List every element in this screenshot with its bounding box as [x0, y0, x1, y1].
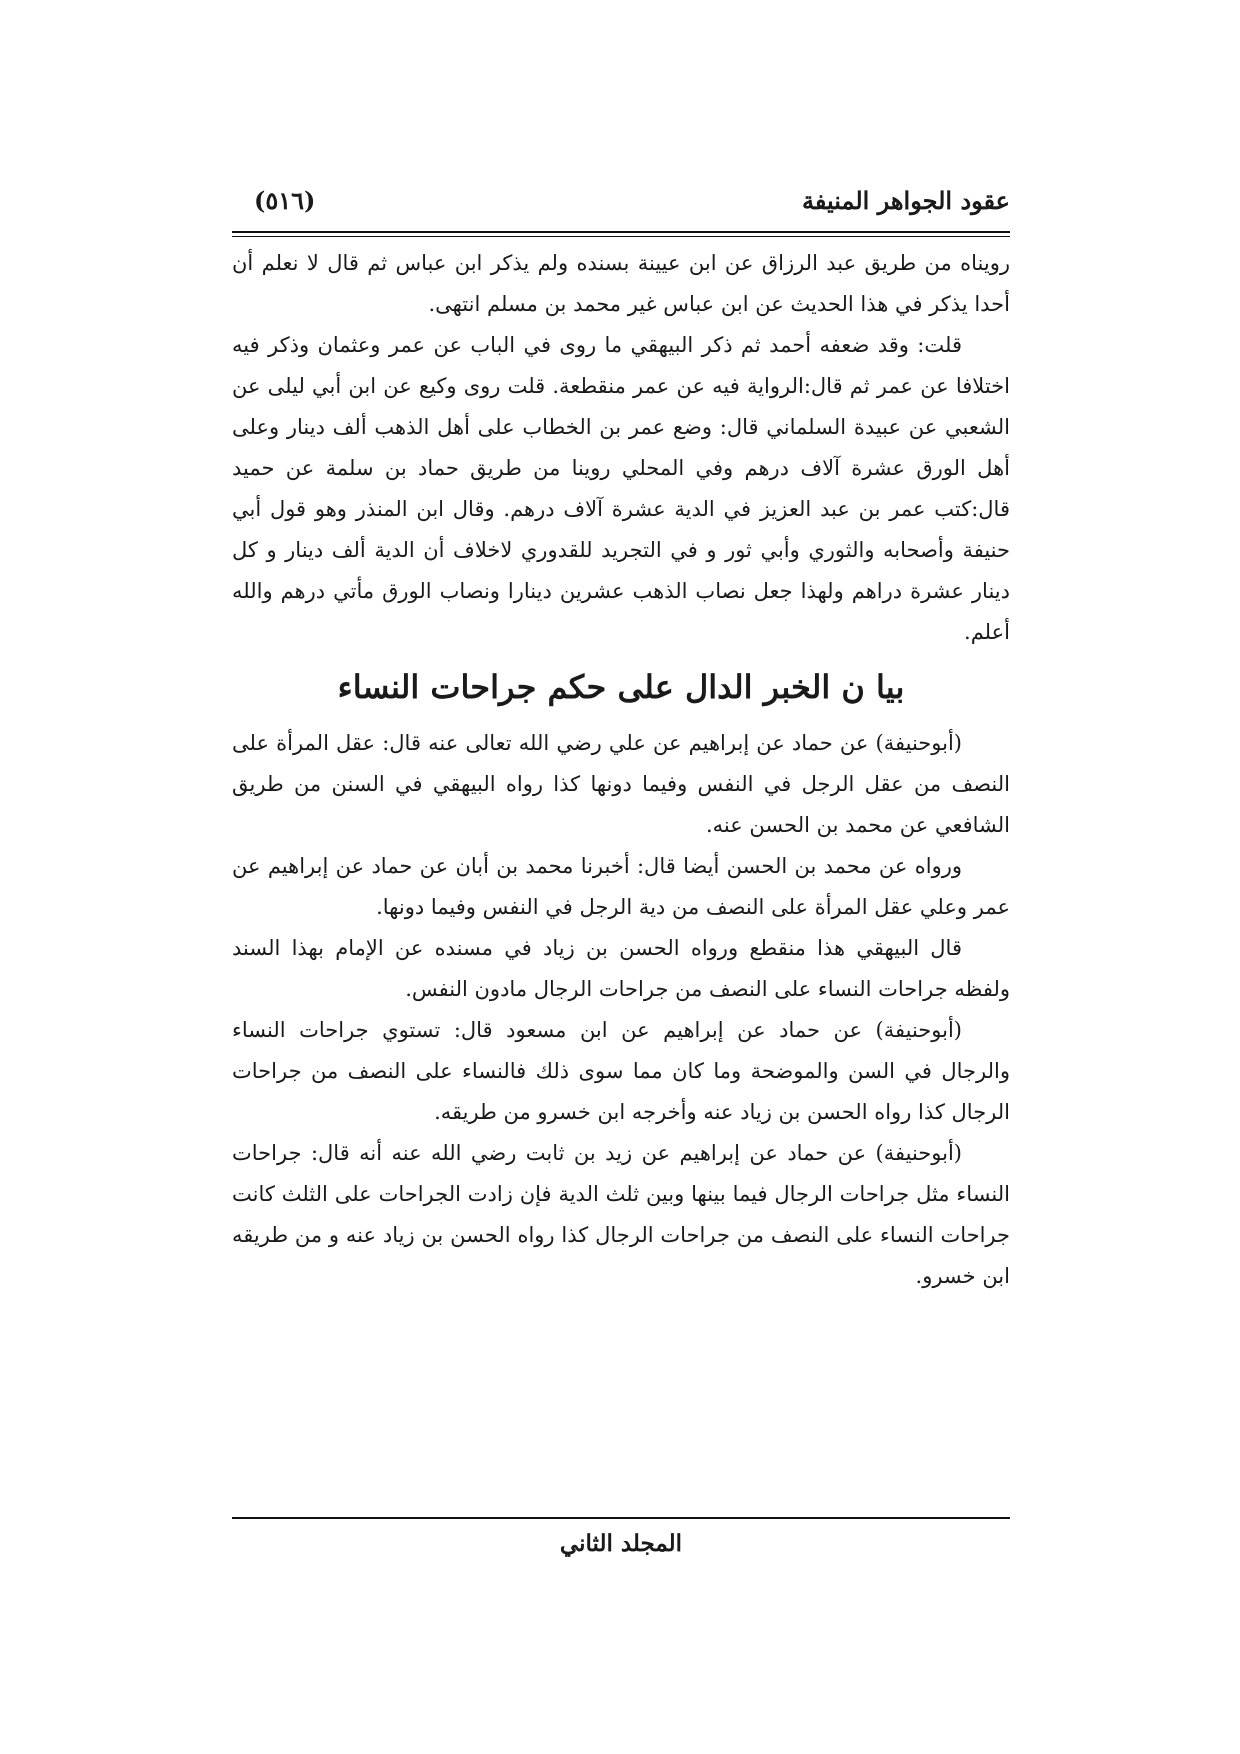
paragraph-1: رويناه من طريق عبد الرزاق عن ابن عيينة بسنده ولم يذكر ابن عباس ثم قال لا نعلم أن أحدا يذكر في هذا الحديث عن ابن عباس غير محمد بن مسلم انتهى. — [232, 251, 1010, 316]
page-number: (٥١٦) — [254, 186, 316, 215]
paragraph-4: ورواه عن محمد بن الحسن أيضا قال: أخبرنا محمد بن أبان عن حماد عن إبراهيم عن عمر وعلي عقل المرأة على النصف من دية الرجل في النفس وفيما دونها. — [232, 854, 1010, 919]
section-heading: بيا ن الخبر الدال على حكم جراحات النساء — [337, 668, 905, 706]
page-header — [232, 186, 1010, 226]
paragraph-3: (أبوحنيفة) عن حماد عن إبراهيم عن علي رضي الله تعالى عنه قال: عقل المرأة على النصف من عقل الرجل في النفس وفيما دونها كذا رواه البيهقي في السنن من طريق الشافعي عن محمد بن الحسن عنه. — [232, 731, 1010, 837]
paragraph-2: قلت: وقد ضعفه أحمد ثم ذكر البيهقي ما روى في الباب عن عمر وعثمان وذكر فيه اختلافا عن عمر ثم قال:الرواية فيه عن عمر منقطعة. قلت روى وكيع عن ابن أبي ليلى عن الشعبي عن عبيدة السلماني قال: وضع عمر بن الخطاب على أهل الذهب ألف دينار وعلى أهل الورق عشرة آلاف درهم وفي المحلي روينا من طريق حماد بن سلمة عن حميد قال:كتب عمر بن عبد العزيز في الدية عشرة آلاف درهم. وقال ابن المنذر وهو قول أبي حنيفة وأصحابه والثوري وأبي ثور و في التجريد للقدوري لاخلاف أن الدية ألف دينار و كل دينار عشرة دراهم ولهذا جعل نصاب الذهب عشرين دينارا ونصاب الورق مأتي درهم والله أعلم. — [232, 333, 1010, 644]
book-title: عقود الجواهر المنيفة — [801, 186, 1010, 215]
header-rule-thick — [232, 231, 1010, 233]
page-body — [232, 243, 1010, 1297]
volume-label: المجلد الثاني — [559, 1530, 683, 1557]
paragraph-7: (أبوحنيفة) عن حماد عن إبراهيم عن زيد بن ثابت رضي الله عنه أنه قال: جراحات النساء مثل جراحات الرجال فيما بينها وبين ثلث الدية فإن زادت الجراحات على الثلث كانت جراحات النساء على النصف من جراحات الرجال كذا رواه الحسن بن زياد عنه و من طريقه ابن خسرو. — [232, 1141, 1010, 1288]
paragraph-5: قال البيهقي هذا منقطع ورواه الحسن بن زياد في مسنده عن الإمام بهذا السند ولفظه جراحات النساء على النصف من جراحات الرجال مادون النفس. — [232, 936, 1010, 1001]
header-rule-thin — [232, 236, 1010, 237]
paragraph-6: (أبوحنيفة) عن حماد عن إبراهيم عن ابن مسعود قال: تستوي جراحات النساء والرجال في السن والموضحة وما كان مما سوى ذلك فالنساء على النصف من جراحات الرجال كذا رواه الحسن بن زياد عنه وأخرجه ابن خسرو من طريقه. — [232, 1018, 1010, 1124]
footer-rule — [232, 1517, 1010, 1519]
